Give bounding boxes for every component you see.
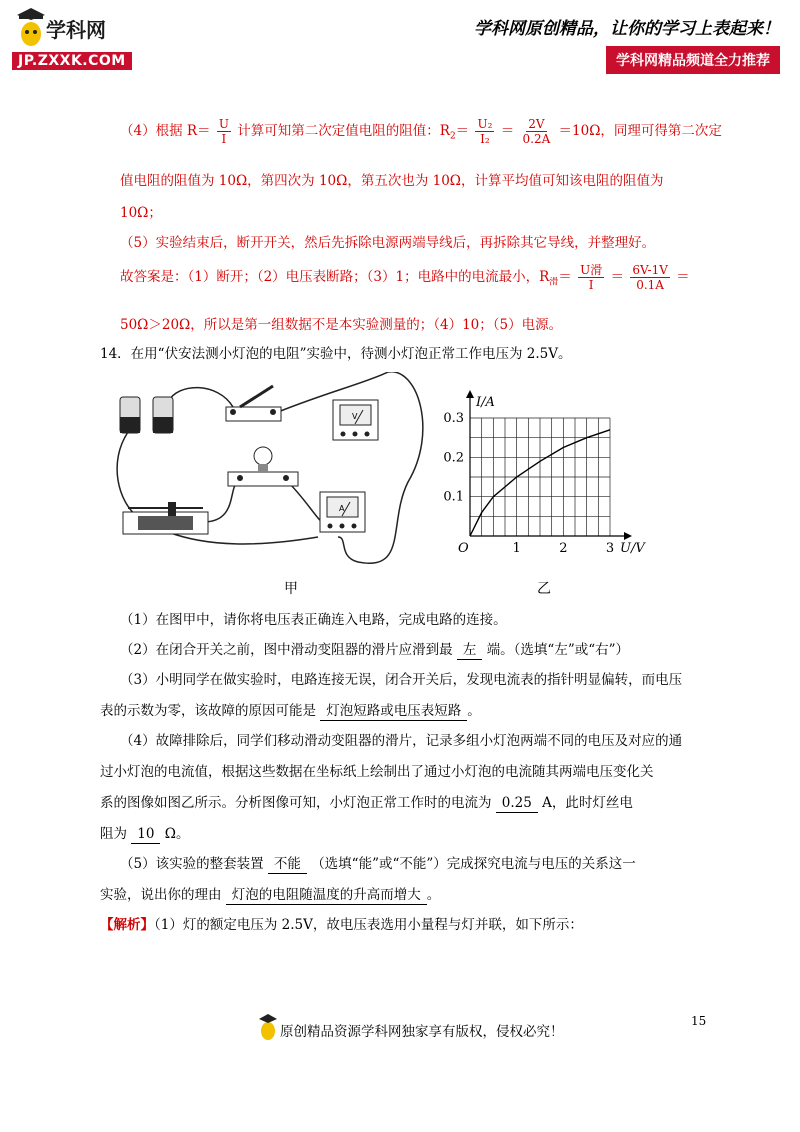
q4-line1: （4）故障排除后，同学们移动滑动变阻器的滑片，记录多组小灯泡两端不同的电压及对应的通: [120, 733, 683, 749]
analysis-tag: 【解析】: [100, 917, 154, 933]
solution-p4-line1: （4）根据 R＝ $\frac{U}{I}$ 计算可知第二次定值电阻的阻值：$R_2=$ $\frac{\text{U₂}}{\text{I₂}}$ ＝ $\frac{2V}{0.2A}$ ＝10Ω，同理可得第二次定: [120, 117, 722, 146]
svg-text:A: A: [339, 504, 345, 513]
q2-answer: 左: [457, 641, 483, 660]
y-tick-label: 0.2: [443, 450, 464, 466]
q2-text: （2）在闭合开关之前，图中滑动变阻器的滑片应滑到最 左 端。（选填“左”或“右”）: [120, 642, 630, 658]
q4-answer-current: 0.25: [496, 794, 538, 813]
x-axis-arrow: [624, 532, 632, 540]
q4-line2: 过小灯泡的电流值，根据这些数据在坐标纸上绘制出了通过小灯泡的电流随其两端电压变化关: [100, 764, 654, 780]
header-banner: 学科网精品频道全力推荐: [606, 46, 780, 74]
q4-line3: 系的图像如图乙所示。分析图像可知，小灯泡正常工作时的电流为 0.25 A，此时灯丝电: [100, 795, 633, 811]
q5-line1: （5）该实验的整套装置 不能 （选填“能”或“不能”）完成探究电流与电压的关系这一: [120, 856, 636, 872]
solution-p4-line2: 值电阻的阻值为 10Ω，第四次为 10Ω，第五次也为 10Ω，计算平均值可知该电阻的阻值为: [120, 173, 664, 189]
circuit-figure: [108, 372, 430, 572]
q5-answer: 不能: [268, 855, 307, 874]
y-axis-arrow: [466, 390, 474, 398]
answer-summary-line2: 50Ω＞20Ω，所以是第一组数据不是本实验测量的；（4）10；（5）电源。: [120, 317, 563, 333]
solution-p5: （5）实验结束后，断开开关，然后先拆除电源两端导线后，再拆除其它导线，并整理好。: [120, 235, 656, 251]
figure-a-caption: 甲: [284, 581, 298, 597]
logo-url: JP.ZXXK.COM: [12, 52, 132, 70]
lamp-icon: [228, 447, 298, 486]
footer-mascot-icon: [258, 1012, 278, 1042]
svg-text:V: V: [352, 412, 358, 421]
analysis: 【解析】（1）灯的额定电压为 2.5V，故电压表选用小量程与灯并联，如下所示：: [100, 917, 583, 933]
battery-icon: [120, 397, 173, 433]
x-axis-label: U/V: [620, 541, 645, 556]
y-axis-label: I/A: [476, 395, 495, 410]
mascot-icon: [16, 8, 46, 50]
question-stem: 14．在用“伏安法测小灯泡的电阻”实验中，待测小灯泡正常工作电压为 2.5V。: [100, 346, 572, 362]
x-tick-label: 2: [559, 541, 568, 556]
q1-text: （1）在图甲中，请你将电压表正确连入电路，完成电路的连接。: [120, 612, 507, 628]
origin-label: O: [458, 541, 469, 556]
q3-line2: 表的示数为零，该故障的原因可能是 灯泡短路或电压表短路 。: [100, 703, 481, 719]
iu-graph: [438, 384, 658, 564]
q3-line1: （3）小明同学在做实验时，电路连接无误，闭合开关后，发现电流表的指针明显偏转，而电压: [120, 672, 683, 688]
q5-reason: 灯泡的电阻随温度的升高而增大: [226, 886, 427, 905]
page-number: 15: [691, 1014, 707, 1028]
q4-line4: 阻为 10 Ω。: [100, 826, 190, 842]
logo-name: 学科网: [46, 18, 106, 42]
ammeter-icon: [320, 492, 365, 532]
footer-copyright: 原创精品资源学科网独家享有版权，侵权必究！: [280, 1024, 564, 1040]
q5-line2: 实验，说出你的理由 灯泡的电阻随温度的升高而增大 。: [100, 887, 441, 903]
rheostat-icon: [123, 502, 208, 534]
y-tick-label: 0.1: [443, 489, 464, 505]
header-slogan: 学科网原创精品，让你的学习上表起来！: [474, 19, 780, 39]
figure-b-caption: 乙: [537, 581, 551, 597]
site-logo[interactable]: [12, 8, 162, 72]
wire-1: [117, 432, 138, 517]
answer-summary-line1: 故答案是：（1）断开；（2）电压表断路；（3）1；电路中的电流最小，$R_滑=$ $\frac{\text{U滑}}{I}$ ＝ $\frac{6V-1V}{0.1A}$ ＝: [120, 263, 690, 292]
solution-p4-line3: 10Ω；: [120, 205, 162, 221]
switch-icon: [226, 386, 281, 421]
y-tick-label: 0.3: [443, 411, 464, 426]
wire-2: [168, 388, 233, 407]
q4-answer-resistance: 10: [131, 825, 160, 844]
q3-answer: 灯泡短路或电压表短路: [320, 702, 467, 721]
voltmeter-icon: [333, 400, 378, 440]
x-tick-label: 3: [605, 541, 615, 556]
x-tick-label: 1: [512, 541, 521, 556]
